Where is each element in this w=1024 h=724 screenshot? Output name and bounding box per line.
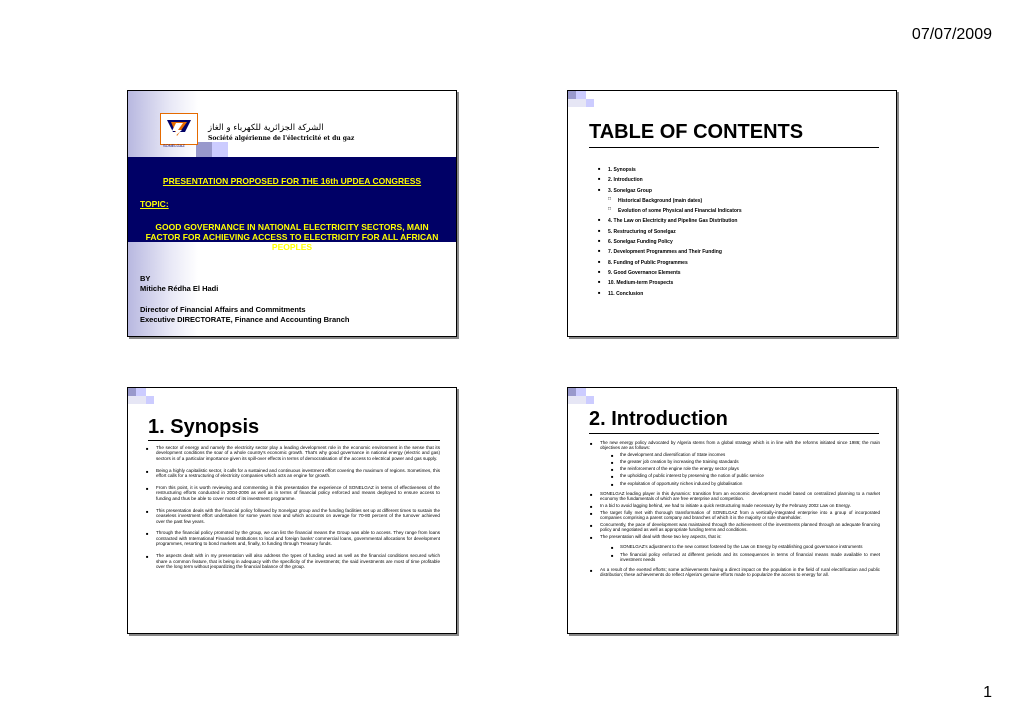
title-underline <box>589 147 879 148</box>
objective-item: ■ the greater job creation by increasing the training standards <box>590 459 880 464</box>
decor-block <box>586 396 594 404</box>
decor-block <box>128 396 146 404</box>
decor-block <box>212 142 228 157</box>
toc-item: ■ 9. Good Governance Elements <box>598 268 888 278</box>
aspect-item: ■ The financial policy enforced at different periods and its consequences in terms of financial means made available to meet investment needs <box>590 552 880 562</box>
toc-item: ■ 3. Sonelgaz Group <box>598 186 888 196</box>
slide-title-heading: 2. Introduction <box>589 408 728 430</box>
slide-title-heading: 1. Synopsis <box>148 416 260 438</box>
decor-block <box>568 99 586 107</box>
introduction-list <box>590 440 880 579</box>
header-date: 07/07/2009 <box>911 26 992 43</box>
intro-paragraph: ■ As a result of the exerted efforts; some achievements having a direct impact on the population in the field of rural electrification and public distribution; these achievements do reflect Algeria's genuine efforts made to popularize the access to energy for all. <box>590 567 880 577</box>
title-underline <box>148 440 440 441</box>
company-name-french: Société algérienne de l'électricité et du gaz <box>208 135 355 142</box>
decor-block <box>128 388 136 396</box>
decor-block <box>568 396 586 404</box>
intro-paragraph: ■ The new energy policy advocated by Algeria stems from a global strategy which is in line with the reforms initiated since 1986; the main objectives are as follows: <box>590 440 880 450</box>
by-label: BY <box>140 274 151 283</box>
slide-title <box>127 90 457 337</box>
intro-paragraph: ■ In a bid to avoid lagging behind, we had to initiate a quick restructuring made necessary by the February 2002 Law on Energy. <box>590 503 880 508</box>
slide-table-of-contents <box>567 90 897 337</box>
objective-item: ■ the exploitation of opportunity niches induced by globalisation <box>590 481 880 486</box>
page-number: 1 <box>983 684 992 701</box>
objective-item: ■ the upholding of public interest by preserving the notion of public service <box>590 473 880 478</box>
title-underline <box>589 433 879 434</box>
toc-item: ■ 11. Conclusion <box>598 289 888 299</box>
toc-item: ■ 5. Restructuring of Sonelgaz <box>598 227 888 237</box>
objective-item: ■ the reinforcement of the engine role the energy sector plays <box>590 466 880 471</box>
author-name: Mitiche Rédha El Hadi <box>140 284 219 293</box>
toc-subitem: □ Historical Background (main dates) <box>598 196 888 206</box>
company-name-arabic: الشركة الجزائرية للكهرباء و الغاز <box>208 123 324 133</box>
toc-item: ■ 8. Funding of Public Programmes <box>598 258 888 268</box>
decor-block <box>576 91 586 99</box>
author-department: Executive DIRECTORATE, Finance and Accounting Branch <box>140 315 350 324</box>
slide-synopsis <box>127 387 457 634</box>
sonelgaz-logo <box>160 113 198 145</box>
toc-item: ■ 1. Synopsis <box>598 165 888 175</box>
synopsis-paragraph: ■ Being a highly capitalistic sector, it calls for a sustained and continuous investment effort covering the maximum of regions. Sometimes, this effort calls for a restructuring of electricity companies which acts an engine for growth. <box>146 468 440 479</box>
author-role: Director of Financial Affairs and Commitments <box>140 305 306 314</box>
toc-subitem: □ Evolution of some Physical and Financial Indicators <box>598 206 888 216</box>
objective-item: ■ the development and diversification of State incomes <box>590 452 880 457</box>
aspect-item: ■ SONELGAZ's adjustment to the new context fostered by the Law on Energy by establishing good governance instruments <box>590 544 880 549</box>
intro-paragraph: ■ Concurrently, the pace of development was maintained through the achievement of the investments planned through an adequate financing policy and negotiated as well as appropriate funding terms and conditions. <box>590 522 880 532</box>
slide-title-heading: TABLE OF CONTENTS <box>589 121 804 143</box>
decor-block <box>568 388 576 396</box>
decor-block <box>576 388 586 396</box>
synopsis-list <box>146 445 440 576</box>
slide-introduction <box>567 387 897 634</box>
decor-block <box>568 91 576 99</box>
toc-item: ■ 2. Introduction <box>598 175 888 185</box>
topic-label: TOPIC: <box>140 199 169 209</box>
toc-item: ■ 6. Sonelgaz Funding Policy <box>598 237 888 247</box>
decor-block <box>196 142 212 157</box>
decor-block <box>146 396 154 404</box>
decor-block <box>586 99 594 107</box>
intro-paragraph: ■ The target fully met with thorough transformation of SONELGAZ from a vertically-integrated enterprise into a group of incorporated companies comprising a parent company and branches of which it is the majority or sole shareholder. <box>590 510 880 520</box>
decor-block <box>136 388 146 396</box>
intro-paragraph: ■ The presentation will deal with these two key aspects, that is: <box>590 534 880 539</box>
synopsis-paragraph: ■ The aspects dealt with in my presentation will also address the types of funding used as well as the financial conditions secured which share a common feature, that is being in adequacy with the specificity of the investments; the said investments are most of time profitable over the long term without jeopardizing the financial balance of the group. <box>146 553 440 569</box>
synopsis-paragraph: ■ From this point, it is worth reviewing and commenting in this presentation the experience of SONELGAZ in terms of effectiveness of the restructuring efforts conducted in 2004-2006 as well as in terms of financial policy enforced and means deployed to ensure access to funding and thus be able to cover most of its investment programme. <box>146 485 440 501</box>
synopsis-paragraph: ■ This presentation deals with the financial policy followed by Sonelgaz group and the funding facilities set up at different times to sustain the ceaseless investment effort undertaken for some years now and which accounts on average for 70-80 percent of the turnover achieved over the past few years. <box>146 508 440 524</box>
synopsis-paragraph: ■ Through the financial policy promoted by the group, we can list the financial means the Group was able to access. They range from loans contracted with International Financial Institutions to local and foreign banks' commercial loans, governmental allocations for development programmes, resorting to bond markets and, finally, to funding through Treasury funds. <box>146 530 440 546</box>
toc-list <box>598 165 888 299</box>
toc-item: ■ 10. Medium-term Prospects <box>598 278 888 288</box>
toc-item: ■ 7. Development Programmes and Their Funding <box>598 247 888 257</box>
topic-text: GOOD GOVERNANCE IN NATIONAL ELECTRICITY SECTORS, MAIN FACTOR FOR ACHIEVING ACCESS TO ELECTRICITY FOR ALL AFRICAN PEOPLES <box>145 222 439 252</box>
intro-paragraph: ■ SONELGAZ leading player in this dynamics: transition from an economic development model based on centralized planning to a market economy the fundamentals of which are free enterprise and competition. <box>590 491 880 501</box>
toc-item: ■ 4. The Law on Electricity and Pipeline Gas Distribution <box>598 216 888 226</box>
logo-caption: SONELGAZ <box>163 143 185 148</box>
presentation-line: PRESENTATION PROPOSED FOR THE 16th UPDEA CONGRESS <box>162 176 422 186</box>
synopsis-paragraph: ■ The sector of energy and namely the electricity sector play a leading development role in the economic environment in the sense that its development conditions the soar of a whole country's economic growth. That's why good governance in national energy (electric and gas) sectors is of a particular importance given its spill-over effects in terms of democratisation of the access to electrical power and gas supply. <box>146 445 440 461</box>
